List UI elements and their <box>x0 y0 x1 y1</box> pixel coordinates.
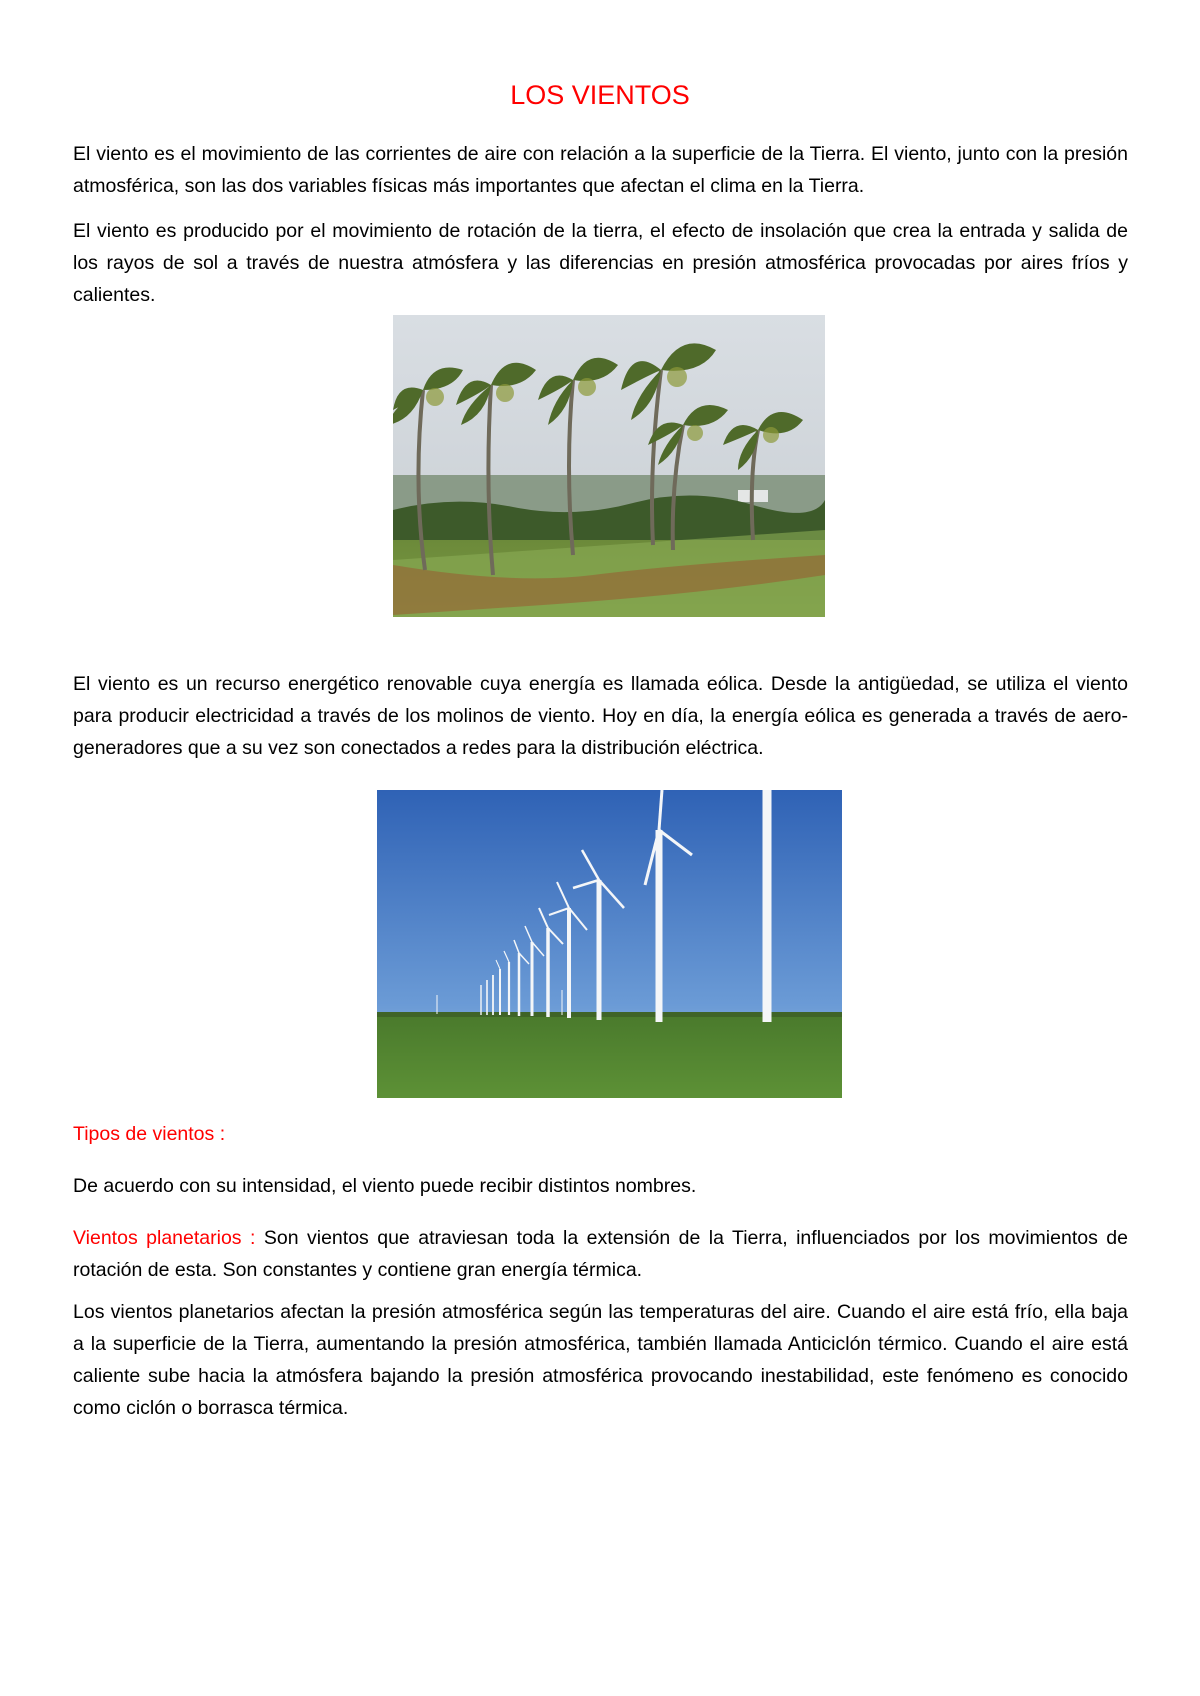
page-title: LOS VIENTOS <box>510 80 690 110</box>
planetary-winds-text: Son vientos que atraviesan toda la extensión de la Tierra, influenciados por los movimientos de rotación de esta. Son constantes y contiene gran energía térmica. <box>73 1227 1128 1281</box>
planetary-winds-label: Vientos planetarios : <box>73 1227 256 1249</box>
planetary-winds-paragraph <box>73 1222 1128 1286</box>
types-heading: Tipos de vientos : <box>73 1123 226 1145</box>
energy-paragraph: El viento es un recurso energético renovable cuya energía es llamada eólica. Desde la antigüedad, se utiliza el viento para producir electricidad a través de los molinos de viento. Hoy en día, la energía eólica es generada a través de aero-generadores que a su vez son conectados a redes para la distribución eléctrica. <box>73 673 1128 759</box>
palm-trees-wind-image <box>393 315 825 617</box>
planetary-pressure-paragraph: Los vientos planetarios afectan la presión atmosférica según las temperaturas del aire. Cuando el aire está frío, ella baja a la superficie de la Tierra, aumentando la presión atmosférica, también llamada Anticiclón térmico. Cuando el aire está caliente sube hacia la atmósfera bajando la presión atmosférica provocando inestabilidad, este fenómeno es conocido como ciclón o borrasca térmica. <box>73 1301 1128 1419</box>
intro-paragraph-1: El viento es el movimiento de las corrientes de aire con relación a la superficie de la Tierra. El viento, junto con la presión atmosférica, son las dos variables físicas más importantes que afectan el clima en la Tierra. <box>73 143 1128 197</box>
types-intro: De acuerdo con su intensidad, el viento puede recibir distintos nombres. <box>73 1175 697 1197</box>
intro-paragraph-2: El viento es producido por el movimiento de rotación de la tierra, el efecto de insolación que crea la entrada y salida de los rayos de sol a través de nuestra atmósfera y las diferencias en presión atmosférica provocadas por aires fríos y calientes. <box>73 220 1128 306</box>
wind-turbines-image <box>377 790 842 1098</box>
